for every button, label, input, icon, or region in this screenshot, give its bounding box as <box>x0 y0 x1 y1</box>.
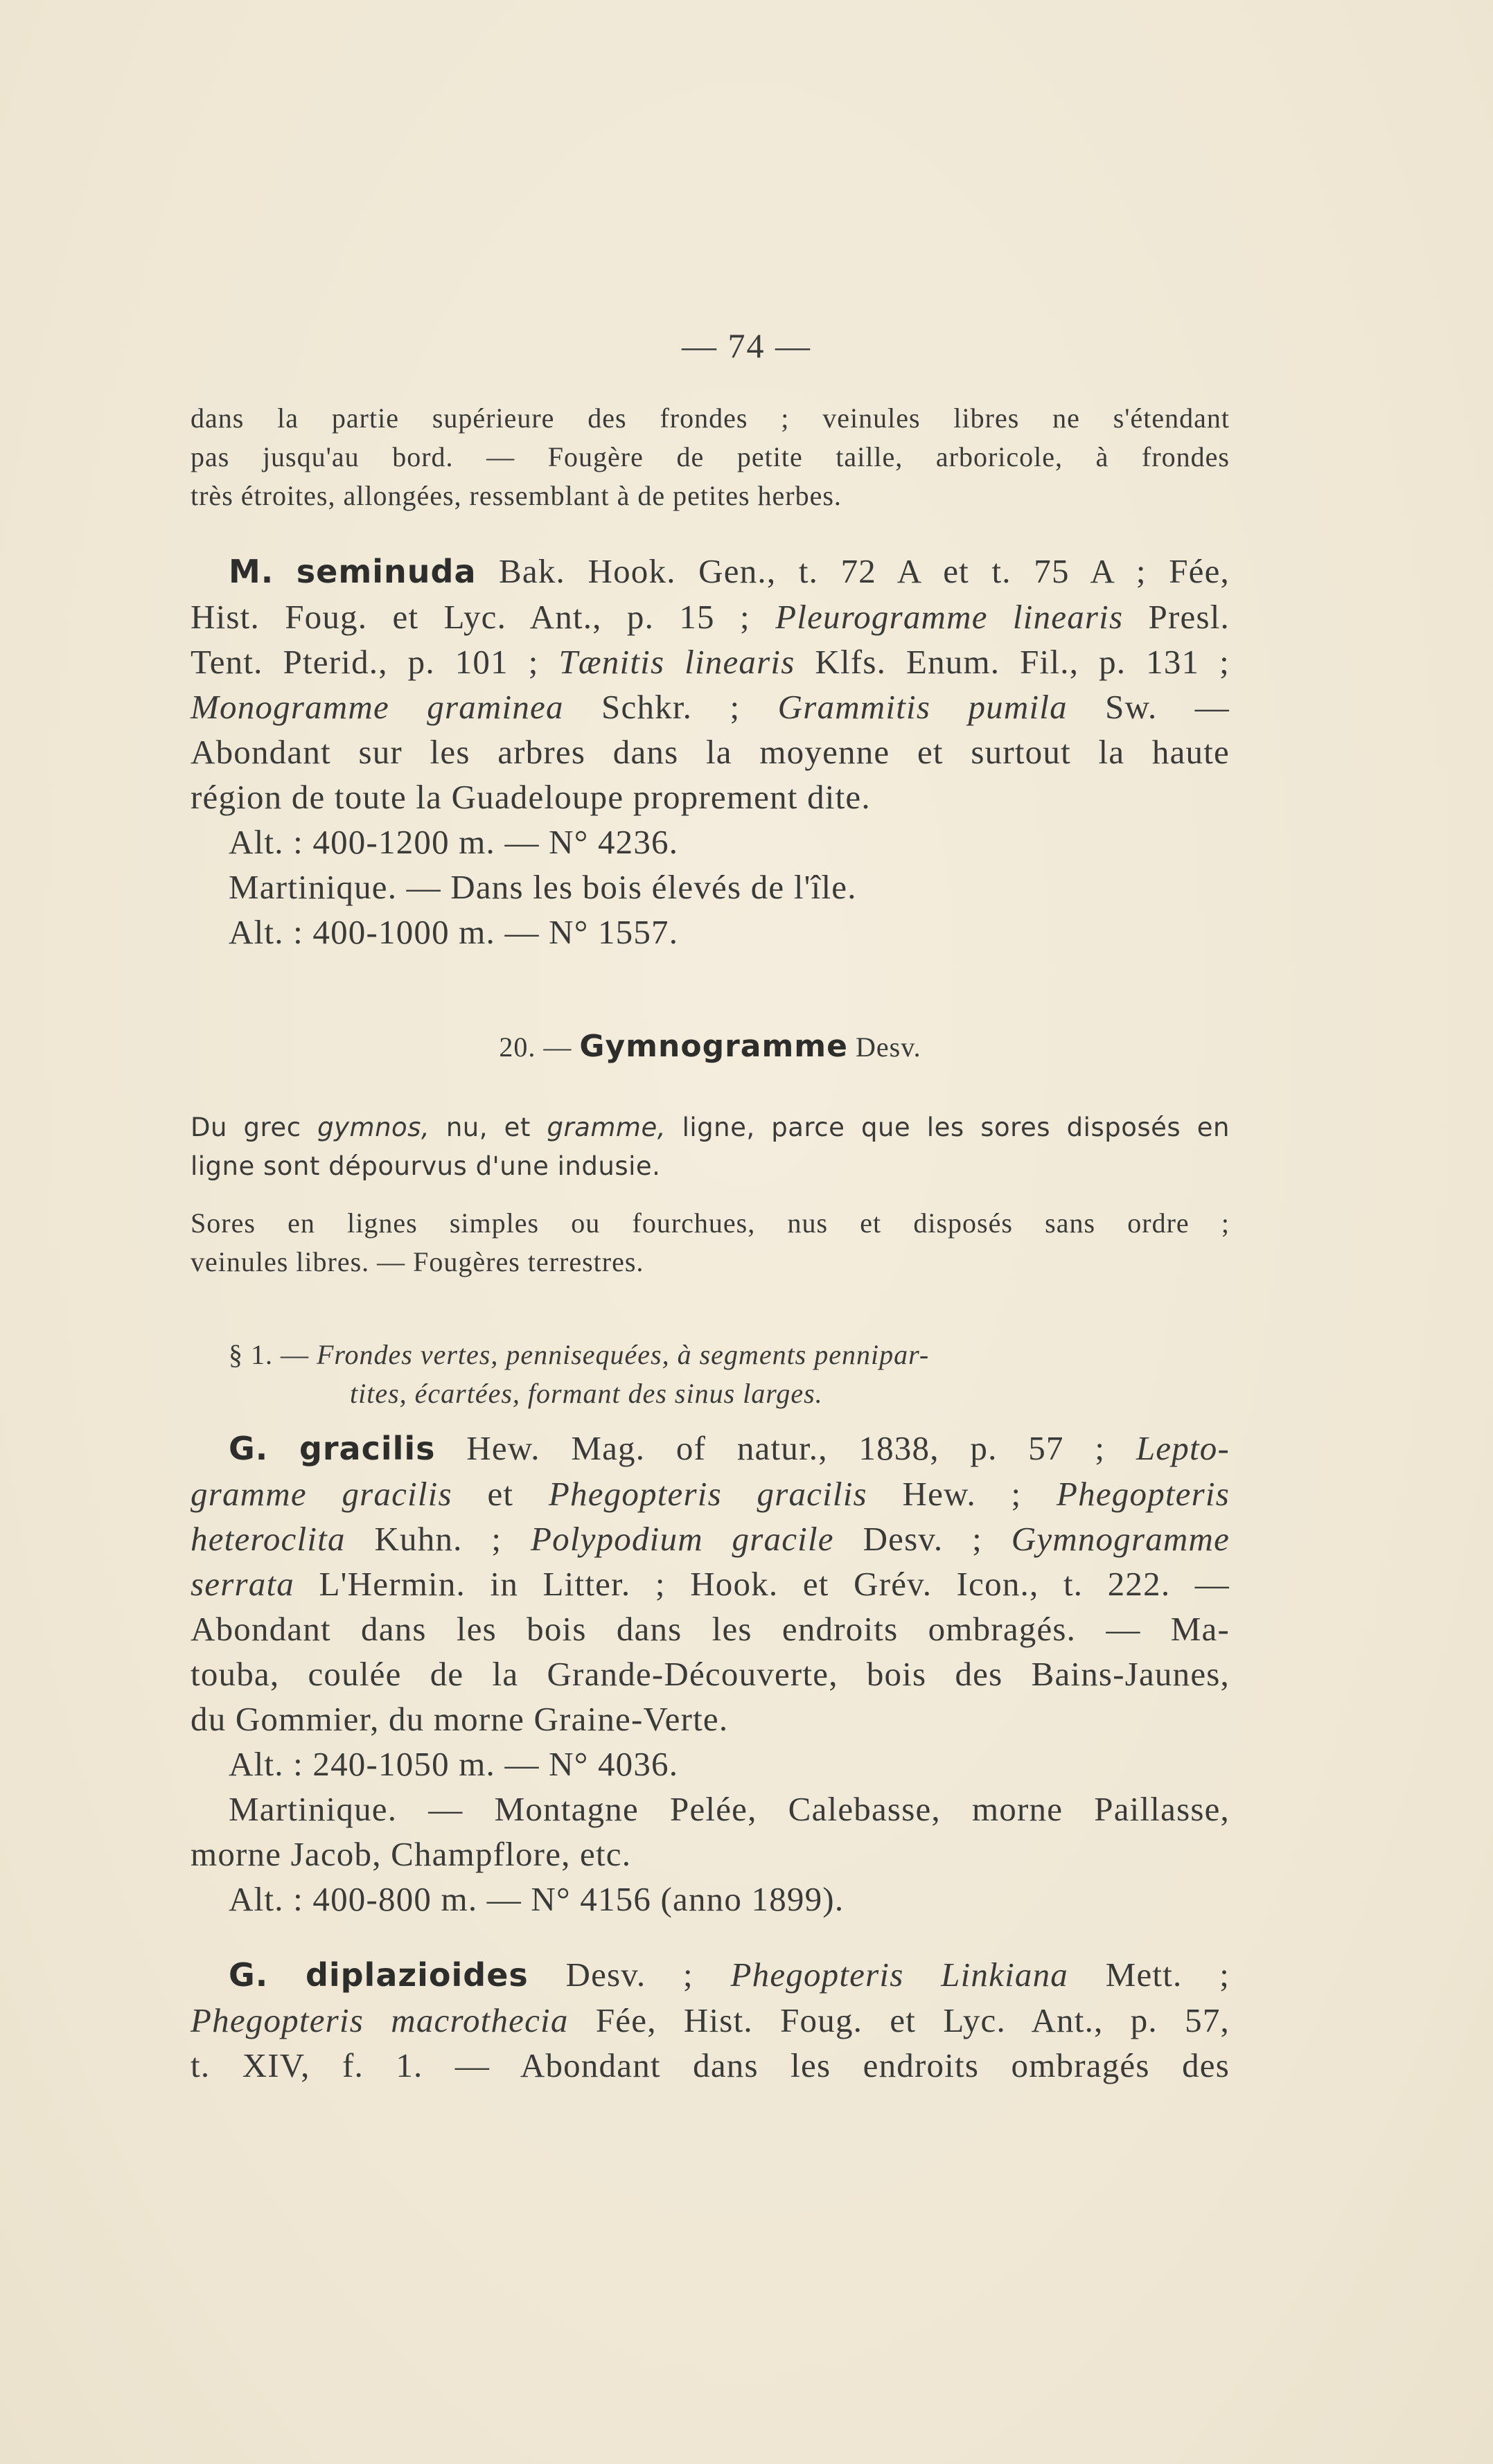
entry-diplazioides <box>191 1952 1230 2088</box>
locality-line: Martinique. — Montagne Pelée, Calebasse, morne Paillasse, <box>229 1790 1230 1828</box>
entry-line <box>191 1471 1230 1516</box>
genus-description <box>191 1204 1230 1282</box>
entry-line <box>191 1952 1230 1998</box>
altitude-line: Alt. : 400-1000 m. — N° 1557. <box>229 913 679 951</box>
species-name: seminuda <box>296 553 477 590</box>
entry-line <box>191 1516 1230 1561</box>
etymology-paragraph <box>191 1108 1230 1186</box>
entry-line <box>191 1998 1230 2043</box>
synonym-name: Pleurogramme linearis <box>775 598 1124 636</box>
entry-line: du Gommier, du morne Graine-Verte. <box>191 1700 729 1738</box>
synonym-name: heteroclita <box>191 1520 346 1558</box>
genus-abbrev: G. <box>229 1430 269 1467</box>
synonym-name: Phegopteris Linkiana <box>730 1956 1068 1994</box>
entry-gracilis <box>191 1426 1230 1922</box>
citation-text: Kuhn. ; <box>374 1520 502 1558</box>
etymology-line: ligne sont dépourvus d'une indusie. <box>191 1151 661 1181</box>
citation-text: Presl. <box>1148 598 1230 636</box>
synonym-name: Grammitis pumila <box>777 688 1068 726</box>
synonym-name: Tænitis linearis <box>558 643 795 681</box>
synonym-name: Phegopteris gracilis <box>548 1475 867 1513</box>
section-heading <box>191 1336 1230 1413</box>
intro-line: dans la partie supérieure des frondes ; veinules libres ne s'étendant <box>191 402 1230 434</box>
synonym-name: serrata <box>191 1565 294 1603</box>
description-line: Sores en lignes simples ou fourchues, nus et disposés sans ordre ; <box>191 1207 1230 1239</box>
entry-seminuda <box>191 549 1230 955</box>
citation-text: Hist. Foug. et Lyc. Ant., p. 15 ; <box>191 598 750 636</box>
synonym-name: Polypodium gracile <box>530 1520 834 1558</box>
citation-text: Hew. Mag. of natur., 1838, p. 57 ; <box>466 1429 1106 1467</box>
genus-abbrev: G. <box>229 1956 269 1994</box>
locality-line: morne Jacob, Champflore, etc. <box>191 1835 632 1873</box>
entry-line <box>191 684 1230 729</box>
species-name: diplazioides <box>305 1956 529 1994</box>
genus-author: Desv. <box>856 1031 921 1063</box>
intro-line: très étroites, allongées, ressemblant à de petites herbes. <box>191 480 842 511</box>
species-name: gracilis <box>299 1430 436 1467</box>
citation-text: Fée, Hist. Foug. et Lyc. Ant., p. 57, <box>595 2001 1230 2039</box>
section-line <box>191 1374 1230 1413</box>
description-line: veinules libres. — Fougères terrestres. <box>191 1246 644 1277</box>
synonym-name: Phegopteris <box>1057 1475 1230 1513</box>
entry-line: région de toute la Guadeloupe proprement dite. <box>191 778 871 816</box>
synonym-name: Phegopteris macrothecia <box>191 2001 569 2039</box>
altitude-line: Alt. : 400-800 m. — N° 4156 (anno 1899). <box>229 1880 845 1918</box>
entry-line <box>191 1426 1230 1471</box>
entry-line: t. XIV, f. 1. — Abondant dans les endroits ombragés des <box>191 2046 1230 2084</box>
altitude-line: Alt. : 400-1200 m. — N° 4236. <box>229 823 679 861</box>
citation-text: et <box>487 1475 514 1513</box>
intro-paragraph <box>191 399 1230 515</box>
page-number: — 74 — <box>682 326 811 365</box>
synonym-name: Gymnogramme <box>1011 1520 1230 1558</box>
synonym-name: gramme gracilis <box>191 1475 452 1513</box>
citation-text: L'Hermin. in Litter. ; Hook. et Grév. Icon., t. 222. — <box>319 1565 1230 1603</box>
entry-line <box>191 594 1230 639</box>
section-title: tites, écartées, formant des sinus larges. <box>350 1378 823 1409</box>
section-title: Frondes vertes, pennisequées, à segments pennipar- <box>317 1339 930 1370</box>
synonym-name: Monogramme graminea <box>191 688 564 726</box>
section-mark: § 1. — <box>229 1339 309 1370</box>
altitude-line: Alt. : 240-1050 m. — N° 4036. <box>229 1745 679 1783</box>
etymology-line <box>191 1108 1230 1147</box>
genus-number: 20. — <box>499 1031 572 1063</box>
genus-abbrev: M. <box>229 553 274 590</box>
genus-name: Gymnogramme <box>579 1029 848 1064</box>
genus-heading <box>191 1027 1230 1067</box>
entry-line: touba, coulée de la Grande-Découverte, bois des Bains-Jaunes, <box>191 1655 1230 1693</box>
citation-text: Desv. ; <box>863 1520 982 1558</box>
citation-text: Sw. — <box>1105 688 1230 726</box>
entry-line: Abondant dans les bois dans les endroits ombragés. — Ma- <box>191 1610 1230 1648</box>
citation-text: Mett. ; <box>1105 1956 1230 1994</box>
synonym-name: Lepto- <box>1136 1429 1230 1467</box>
intro-line: pas jusqu'au bord. — Fougère de petite taille, arboricole, à frondes <box>191 441 1230 472</box>
entry-line <box>191 639 1230 684</box>
citation-text: Klfs. Enum. Fil., p. 131 ; <box>815 643 1230 681</box>
citation-text: Schkr. ; <box>601 688 741 726</box>
citation-text: Hew. ; <box>902 1475 1022 1513</box>
etymology-text: Du grec <box>191 1113 301 1142</box>
citation-text: Desv. ; <box>565 1956 694 1994</box>
entry-line: Abondant sur les arbres dans la moyenne et surtout la haute <box>191 733 1230 771</box>
section-line <box>191 1336 1230 1374</box>
greek-word: gymnos, <box>317 1113 430 1142</box>
citation-text: Tent. Pterid., p. 101 ; <box>191 643 539 681</box>
citation-text: Bak. Hook. Gen., t. 72 A et t. 75 A ; Fée, <box>499 552 1230 590</box>
greek-word: gramme, <box>547 1113 666 1142</box>
locality-line: Martinique. — Dans les bois élevés de l'île. <box>229 868 857 906</box>
etymology-text: nu, et <box>445 1113 531 1142</box>
entry-line <box>191 1561 1230 1606</box>
entry-line <box>191 549 1230 594</box>
etymology-text: ligne, parce que les sores disposés en <box>682 1113 1230 1142</box>
